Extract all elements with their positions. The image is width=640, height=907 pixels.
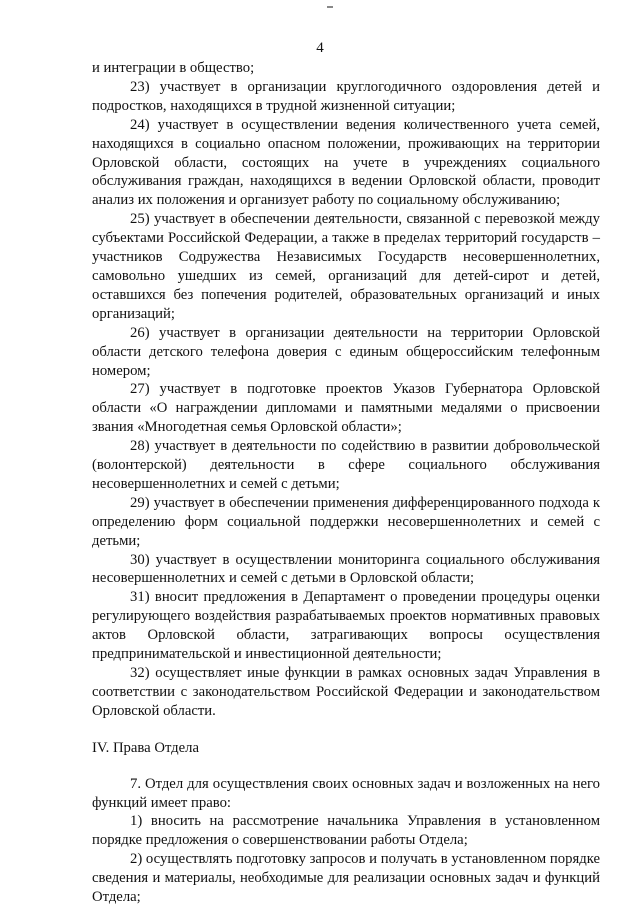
paragraph-item-7: 7. Отдел для осуществления своих основных задач и возложенных на него функций имеет право: — [92, 775, 600, 811]
paragraph-item-30: 30) участвует в осуществлении мониторинга социального обслуживания несовершеннолетних и семей с детьми в Орловской области; — [92, 551, 600, 587]
paragraph-item-27: 27) участвует в подготовке проектов Указов Губернатора Орловской области «О награждении дипломами и памятными медалями о присвоении звания «Многодетная семья Орловской области»; — [92, 381, 600, 436]
paragraph-item-26: 26) участвует в организации деятельности на территории Орловской области детского телефона доверия с единым общероссийским телефонным номером; — [92, 324, 600, 379]
paragraph-item-25: 25) участвует в обеспечении деятельности, связанной с перевозкой между субъектами Российской Федерации, а также в пределах территорий государств – участников Содружества Независимых Государств несовершеннолетних, самовольно ушедших из семей, организаций для детей-сирот и детей, оставшихся без попечения родителей, образовательных организаций и иных организаций; — [92, 211, 600, 322]
paragraph-continuation: и интеграции в общество; — [92, 60, 255, 76]
scan-mark — [327, 6, 333, 8]
paragraph-item-32: 32) осуществляет иные функции в рамках основных задач Управления в соответствии с законодательством Российской Федерации и законодательством Орловской области. — [92, 665, 600, 719]
paragraph-right-1: 1) вносить на рассмотрение начальника Управления в установленном порядке предложения о совершенствовании работы Отдела; — [92, 813, 600, 849]
paragraph-item-24: 24) участвует в осуществлении ведения количественного учета семей, находящихся в социально опасном положении, проживающих на территории Орловской области, состоящих на учете в учреждениях социального обслуживания граждан, находящихся в ведении Орловской области, проводит анализ их положения и организует работу по социальному обслуживанию; — [92, 116, 600, 209]
section-heading: IV. Права Отдела — [92, 739, 200, 756]
paragraph-item-29: 29) участвует в обеспечении применения дифференцированного подхода к определению форм социальной поддержки несовершеннолетних и семей с детьми; — [92, 494, 600, 549]
paragraph-item-31: 31) вносит предложения в Департамент о проведении процедуры оценки регулирующего воздействия разрабатываемых проектов нормативных правовых актов Орловской области, затрагивающих вопросы осуществления предпринимательской и инвестиционной деятельности; — [92, 589, 600, 663]
page-number: 4 — [316, 40, 324, 56]
paragraph-right-2: 2) осуществлять подготовку запросов и получать в установленном порядке сведения и материалы, необходимые для реализации основных задач и функций Отдела; — [92, 851, 600, 906]
paragraph-item-23: 23) участвует в организации круглогодичного оздоровления детей и подростков, находящихся в трудной жизненной ситуации; — [92, 78, 600, 114]
paragraph-item-28: 28) участвует в деятельности по содействию в развитии добровольческой (волонтерской) деятельности в сфере социального обслуживания несовершеннолетних и семей с детьми; — [92, 438, 600, 492]
document-body — [92, 59, 600, 907]
